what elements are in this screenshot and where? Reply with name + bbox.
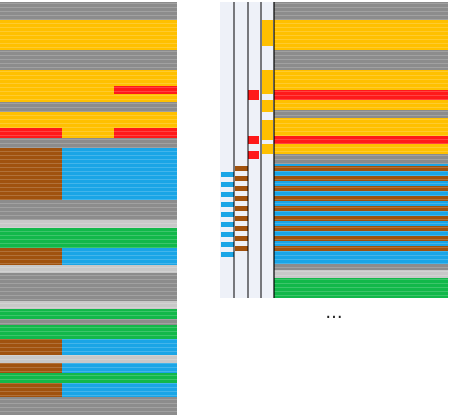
- track-blue-tick: [221, 172, 234, 177]
- track-brown-tick: [235, 186, 248, 191]
- track-yellow-segment: [262, 120, 273, 140]
- track-blue-tick: [221, 242, 234, 247]
- track-brown-tick: [235, 226, 248, 231]
- track-brown-tick: [235, 166, 248, 171]
- track-yellow-segment: [262, 100, 273, 112]
- main-stripe-overlay: [274, 2, 448, 298]
- track-yellow-segment: [262, 20, 273, 46]
- track-brown-tick: [235, 216, 248, 221]
- track-brown-tick: [235, 176, 248, 181]
- track-brown-tick: [235, 206, 248, 211]
- track-blue-tick: [221, 192, 234, 197]
- track-brown-tick: [235, 236, 248, 241]
- ellipsis-label: ...: [325, 302, 343, 323]
- track-blue-tick: [221, 212, 234, 217]
- track-blue-tick: [221, 202, 234, 207]
- track-yellow-segment: [262, 144, 273, 154]
- track-red-segment: [248, 136, 259, 144]
- track-red-segment: [248, 90, 259, 100]
- right-timing-panel: [220, 2, 448, 298]
- track-blue-tick: [221, 182, 234, 187]
- track-blue-tick: [221, 222, 234, 227]
- track-blue-tick: [221, 232, 234, 237]
- track-red-segment: [248, 151, 259, 159]
- track-yellow-segment: [262, 70, 273, 94]
- track-blue-tick: [221, 252, 234, 257]
- track-brown-tick: [235, 196, 248, 201]
- track-brown-tick: [235, 246, 248, 251]
- left-memory-map: [0, 2, 177, 415]
- left-stripe-overlay: [0, 2, 177, 415]
